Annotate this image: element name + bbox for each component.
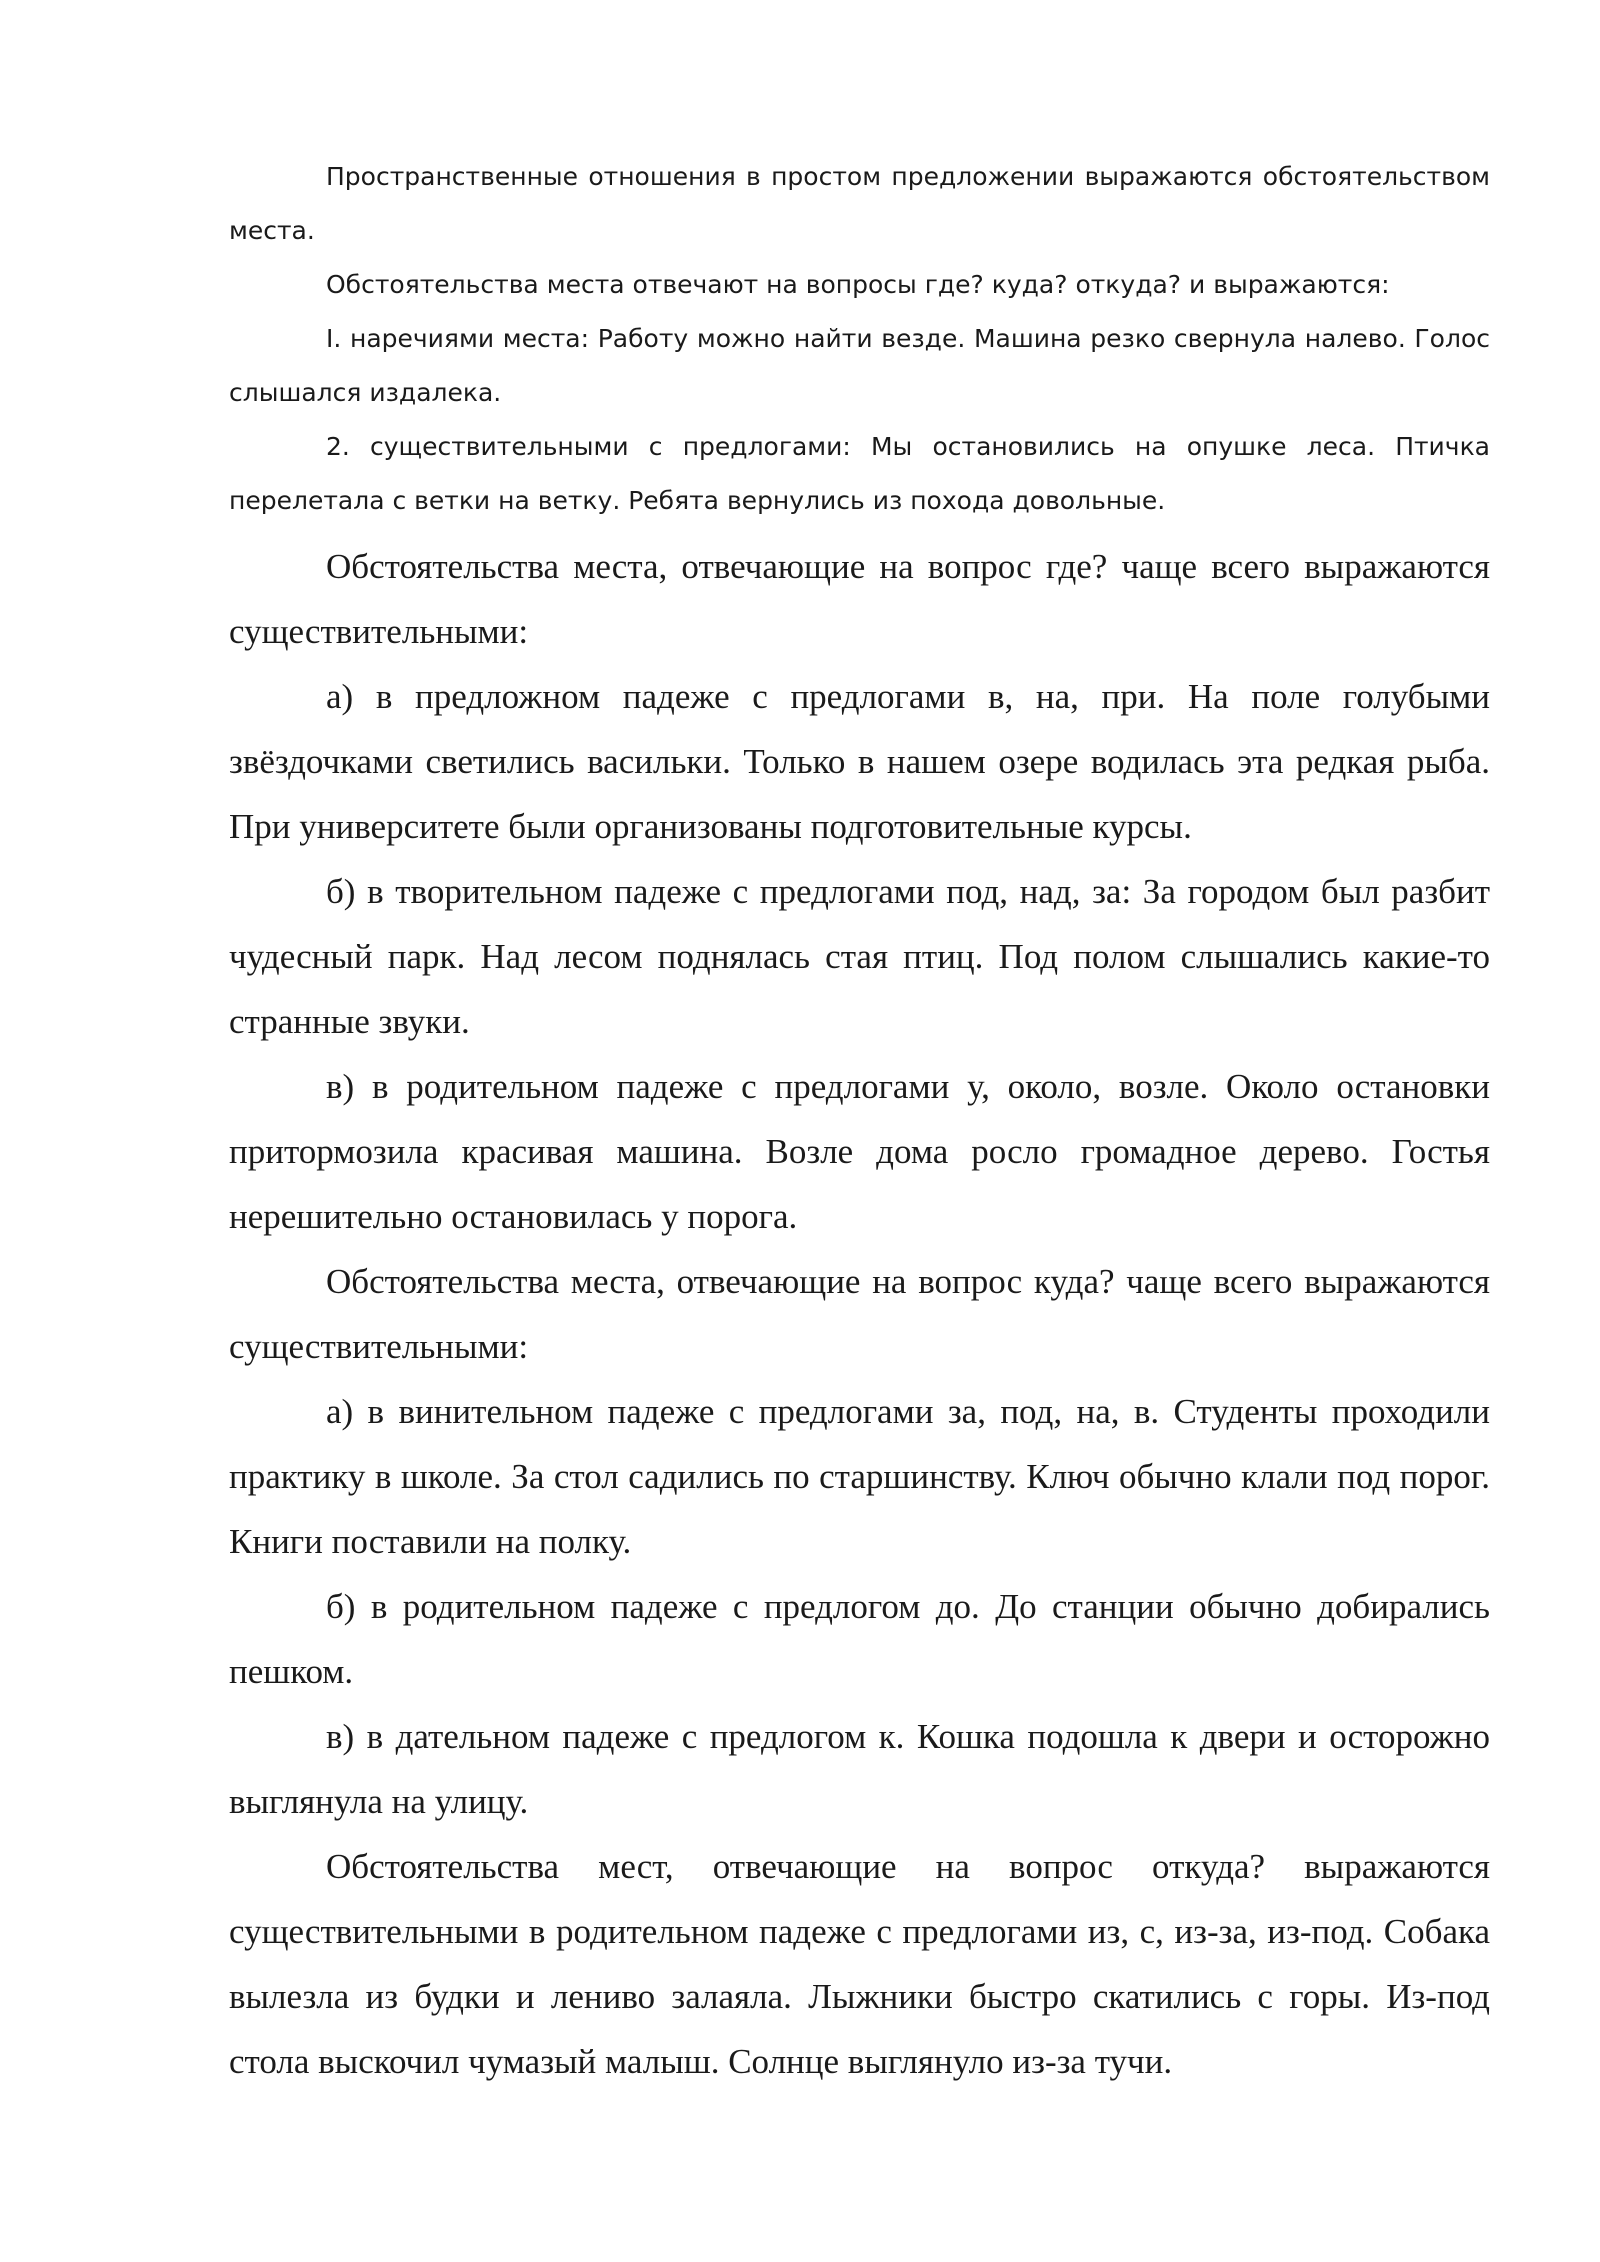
paragraph-whither-a: а) в винительном падеже с предлогами за, под, на, в. Студенты проходили практику в школе. За стол садились по старшинству. Ключ обычно клали под порог. Книги поставили на полку.	[229, 1392, 1490, 1561]
paragraph-whence: Обстоятельства мест, отвечающие на вопрос откуда? выражаются существительными в родительном падеже с предлогами из, с, из-за, из-под. Собака вылезла из будки и лениво залаяла. Лыжники быстро скатились с горы. Из-под стола выскочил чумазый малыш. Солнце выглянуло из-за тучи.	[229, 1847, 1490, 2081]
paragraph-whither-c: в) в дательном падеже с предлогом к. Кошка подошла к двери и осторожно выглянула на улицу.	[229, 1717, 1490, 1821]
paragraph-where-b: б) в творительном падеже с предлогами под, над, за: За городом был разбит чудесный парк. Над лесом поднялась стая птиц. Под полом слышались какие-то странные звуки.	[229, 872, 1490, 1041]
paragraph-where-a: а) в предложном падеже с предлогами в, на, при. На поле голубыми звёздочками светились васильки. Только в нашем озере водилась эта редкая рыба. При университете были организованы подготовительные курсы.	[229, 677, 1490, 846]
paragraph-where-heading: Обстоятельства места, отвечающие на вопрос где? чаще всего выражаются существительными:	[229, 547, 1490, 651]
paragraph-whither-b: б) в родительном падеже с предлогом до. До станции обычно добирались пешком.	[229, 1587, 1490, 1691]
paragraph-nouns: 2. существительными с предлогами: Мы остановились на опушке леса. Птичка перелетала с ветки на ветку. Ребята вернулись из похода довольные.	[229, 432, 1490, 515]
paragraph-intro: Пространственные отношения в простом предложении выражаются обстоятельством места.	[229, 162, 1490, 245]
document-body	[229, 150, 1490, 2094]
paragraph-questions: Обстоятельства места отвечают на вопросы где? куда? откуда? и выражаются:	[326, 270, 1390, 299]
paragraph-whither-heading: Обстоятельства места, отвечающие на вопрос куда? чаще всего выражаются существительными:	[229, 1262, 1490, 1366]
paragraph-adverbs: I. наречиями места: Работу можно найти везде. Машина резко свернула налево. Голос слышался издалека.	[229, 324, 1490, 407]
paragraph-where-c: в) в родительном падеже с предлогами у, около, возле. Около остановки притормозила красивая машина. Возле дома росло громадное дерево. Гостья нерешительно остановилась у порога.	[229, 1067, 1490, 1236]
